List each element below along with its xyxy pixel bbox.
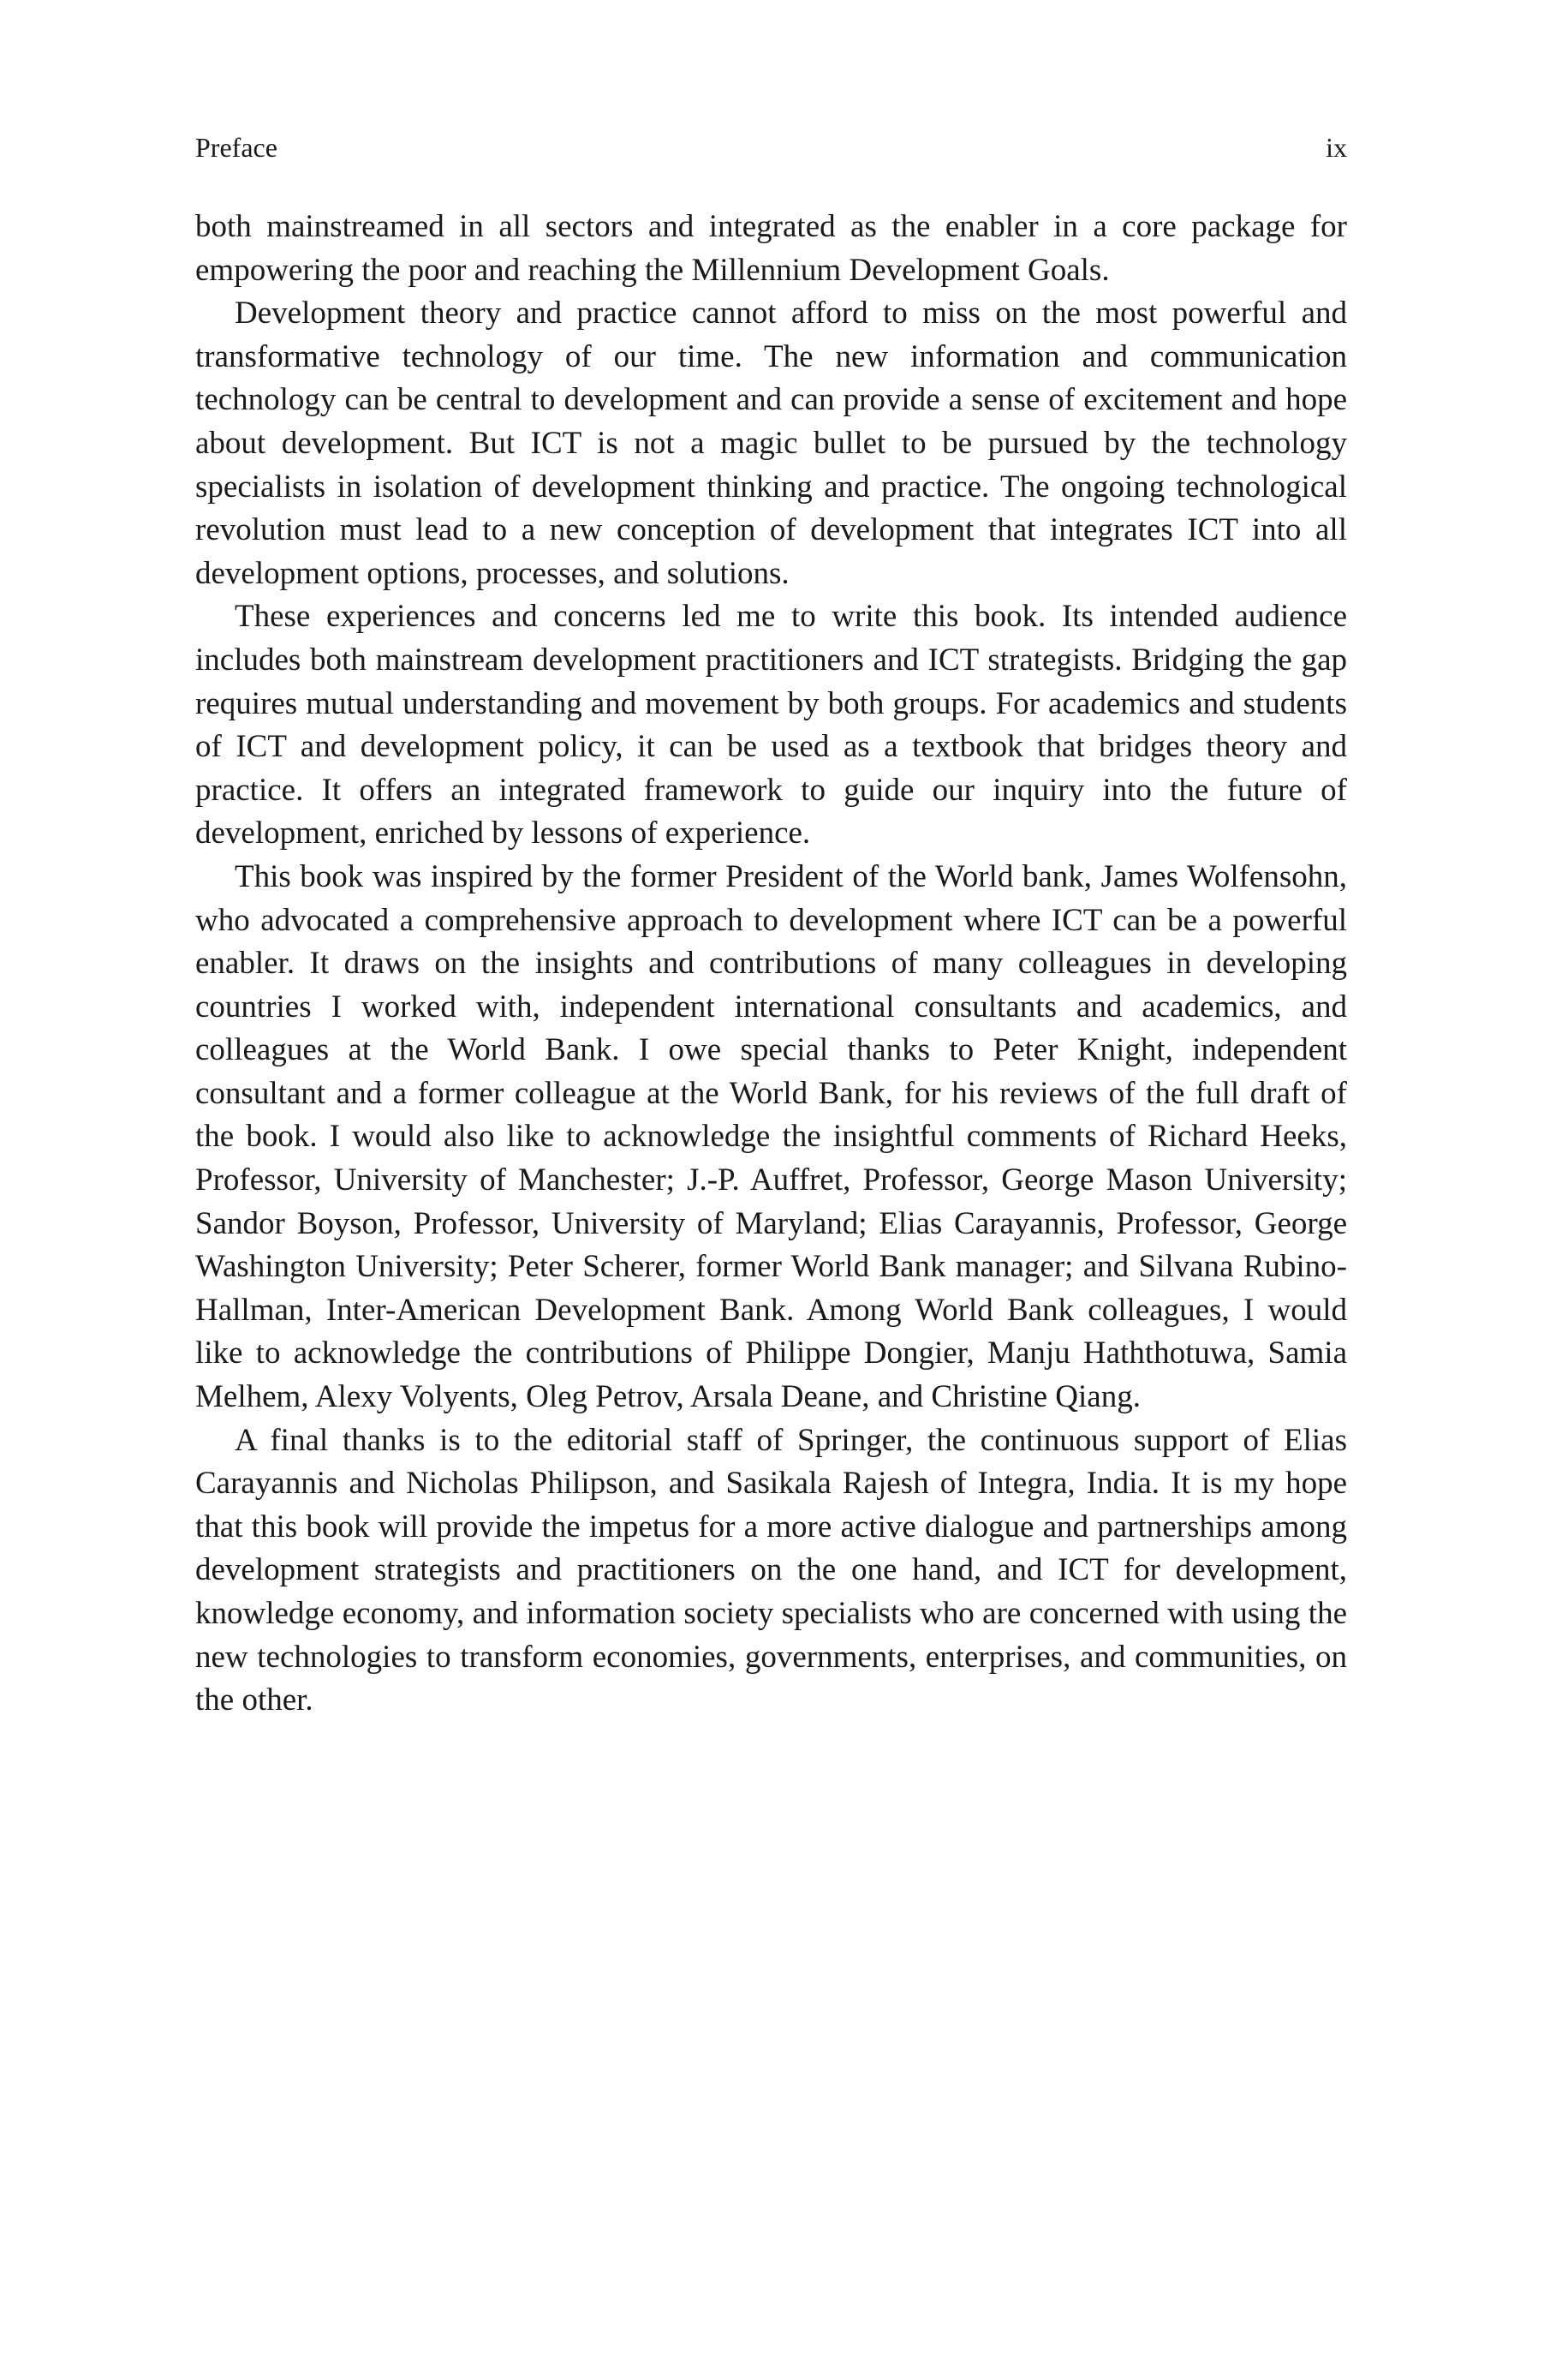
paragraph-continuation: both mainstreamed in all sectors and integrated as the enabler in a core package for empowering the poor and reaching the Millennium Development Goals. — [195, 209, 1347, 288]
paragraph-final-thanks: A final thanks is to the editorial staff of Springer, the continuous support of Elias Carayannis and Nicholas Philipson, and Sasikala Rajesh of Integra, India. It is my hope that this book will provide the impetus for a more active dialogue and partnerships among development strategists and practitioners on the one hand, and ICT for development, knowledge economy, and information society specialists who are concerned with using the new technologies to transform economies, governments, enterprises, and communities, on the other. — [195, 1422, 1347, 1718]
chapter-title: Preface — [195, 132, 277, 163]
page-number: ix — [1326, 132, 1347, 163]
paragraph-audience: These experiences and concerns led me to write this book. Its intended audience includes both mainstream development practitioners and ICT strategists. Bridging the gap requires mutual understanding and movement by both groups. For academics and students of ICT and development policy, it can be used as a textbook that bridges theory and practice. It offers an integrated framework to guide our inquiry into the future of development, enriched by lessons of experience. — [195, 599, 1347, 851]
body-text — [195, 206, 1347, 1723]
paragraph-acknowledgements: This book was inspired by the former President of the World bank, James Wolfensohn, who advocated a comprehensive approach to development where ICT can be a powerful enabler. It draws on the insights and contributions of many colleagues in developing countries I worked with, independent international consultants and academics, and colleagues at the World Bank. I owe special thanks to Peter Knight, independent consultant and a former colleague at the World Bank, for his reviews of the full draft of the book. I would also like to acknowledge the insightful comments of Richard Heeks, Professor, University of Manchester; J.-P. Auffret, Professor, George Mason University; Sandor Boyson, Professor, University of Maryland; Elias Carayannis, Professor, George Washington University; Peter Scherer, former World Bank manager; and Silvana Rubino-Hallman, Inter-American Development Bank. Among World Bank colleagues, I would like to acknowledge the contributions of Philippe Dongier, Manju Haththotuwa, Samia Melhem, Alexy Volyents, Oleg Petrov, Arsala Deane, and Christine Qiang. — [195, 858, 1347, 1415]
paragraph-ict-development: Development theory and practice cannot afford to miss on the most powerful and transformative technology of our time. The new information and communication technology can be central to development and can provide a sense of excitement and hope about development. But ICT is not a magic bullet to be pursued by the technology specialists in isolation of development thinking and practice. The ongoing technological revolution must lead to a new conception of development that integrates ICT into all development options, processes, and solutions. — [195, 296, 1347, 591]
running-head — [195, 130, 1347, 164]
